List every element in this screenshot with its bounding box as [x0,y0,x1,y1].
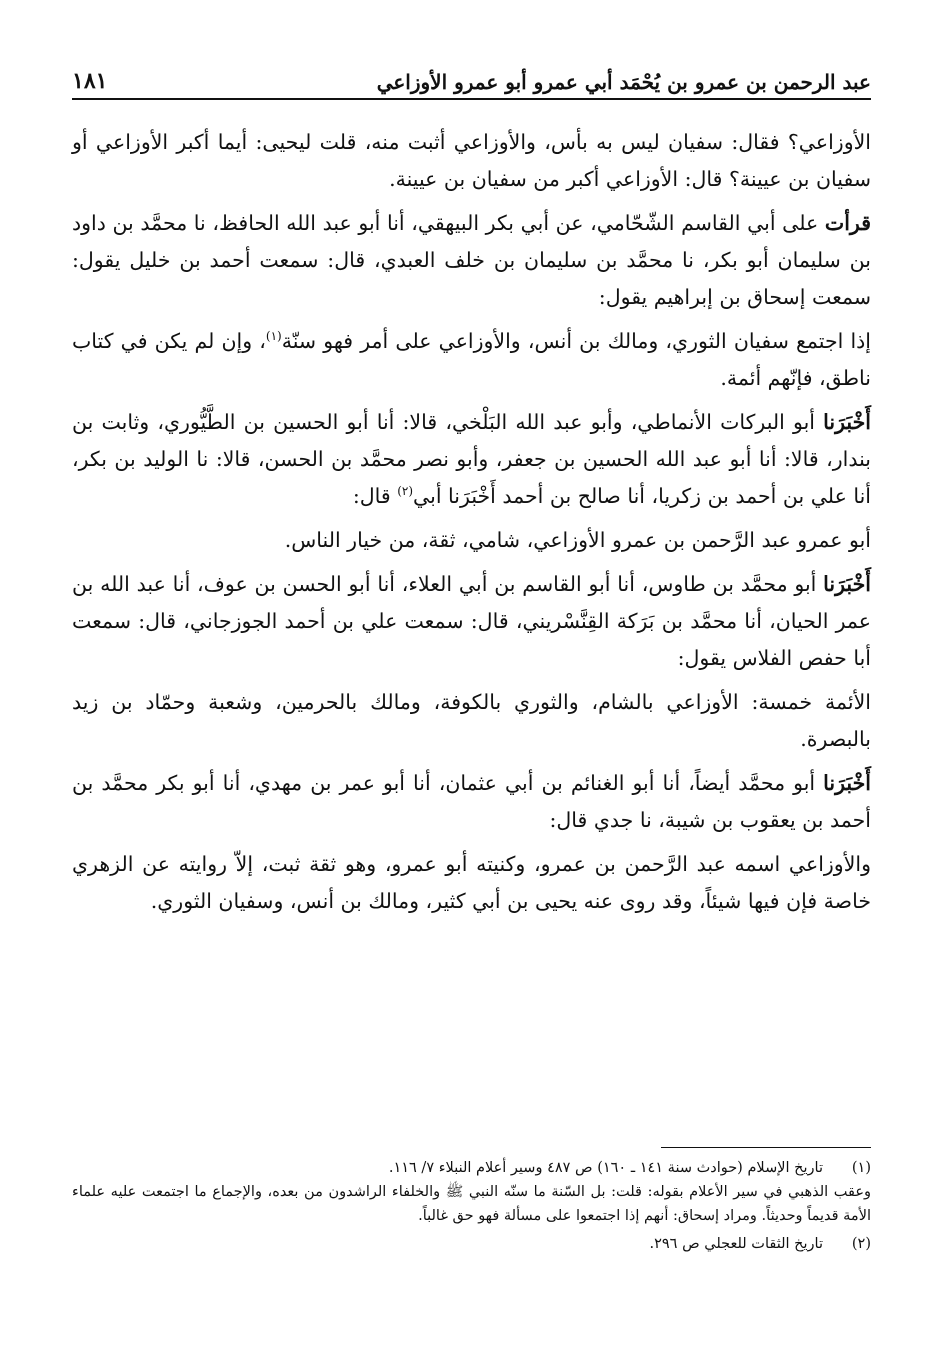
paragraph [72,522,871,559]
paragraph-text: الأئمة خمسة: الأوزاعي بالشام، والثوري بالكوفة، ومالك بالحرمين، وشعبة وحمّاد بن زيد بالبصرة. [72,690,871,751]
footnote-number: (١) [851,1160,871,1176]
page-header [72,60,871,100]
paragraph [72,404,871,515]
footnote-number: (٢) [851,1236,871,1252]
footnote-text: تاريخ الثقات للعجلي ص ٢٩٦. [649,1236,823,1252]
paragraph-text: أبو محمَّد بن طاوس، أنا أبو القاسم بن أبي العلاء، أنا أبو الحسن بن عوف، أنا عبد الله بن عمر الحيان، أنا محمَّد بن بَرَكة القِنَّسْريني، قال: سمعت علي بن أحمد الجوزجاني، قال: سمعت أبا حفص الفلاس يقول: [72,572,871,670]
running-title: عبد الرحمن بن عمرو بن يُحْمَد أبي عمرو أبو عمرو الأوزاعي [376,70,871,94]
paragraph [72,124,871,198]
footnote-text: تاريخ الإسلام (حوادث سنة ١٤١ ـ ١٦٠) ص ٤٨٧ وسير أعلام النبلاء ٧/ ١١٦. [388,1160,823,1176]
footnote-divider [661,1147,871,1148]
footnote-item [72,1156,871,1180]
paragraph-text: والأوزاعي اسمه عبد الرَّحمن بن عمرو، وكنيته أبو عمرو، وهو ثقة ثبت، إلاّ روايته عن الزهري خاصة فإن فيها شيئاً، وقد روى عنه يحيى بن أبي كثير، ومالك بن أنس، وسفيان الثوري. [72,852,871,913]
paragraph [72,566,871,677]
paragraph-text: ، وإن لم يكن في كتاب ناطق، فإنّهم أئمة. [72,329,871,390]
page-number: ١٨١ [72,68,108,94]
paragraph [72,684,871,758]
paragraph [72,846,871,920]
paragraph-lead: أَخْبَرَنا [823,771,871,795]
paragraph-text: على أبي القاسم الشّحّامي، عن أبي بكر البيهقي، أنا أبو عبد الله الحافظ، نا محمَّد بن داود بن سليمان أبو بكر، نا محمَّد بن سليمان بن خلف العبدي، قال: سمعت أحمد بن خليل يقول: سمعت إسحاق بن إبراهيم يقول: [72,211,871,309]
paragraph-lead: أَخْبَرَنا [823,410,871,434]
paragraph-text: قال: [352,484,398,508]
paragraph-lead: أَخْبَرَنا [823,572,871,596]
paragraph-text: أبو البركات الأنماطي، وأبو عبد الله البَلْخي، قالا: أنا أبو الحسين بن الطَّيُّوري، وثابت بن بندار، قالا: أنا أبو عبد الله الحسين بن جعفر، وأبو نصر محمَّد بن الحسن، قالا: نا الوليد بن بكر، أنا علي بن أحمد بن زكريا، أنا صالح بن أحمد أَخْبَرَنا أبي [72,410,871,508]
paragraph [72,205,871,316]
paragraph-lead: قرأت [824,211,871,235]
paragraph-text: الأوزاعي؟ فقال: سفيان ليس به بأس، والأوزاعي أثبت منه، قلت ليحيى: أيما أكبر الأوزاعي أو سفيان بن عيينة؟ قال: الأوزاعي أكبر من سفيان بن عيينة. [72,130,871,191]
footnote-ref[interactable]: (٢) [397,484,414,499]
main-text [72,124,871,927]
footnote-continuation: وعقب الذهبي في سير الأعلام بقوله: قلت: بل السّنة ما سنّه النبي ﷺ والخلفاء الراشدون من بعده، والإجماع ما اجتمعت عليه علماء الأمة قديماً وحديثاً. ومراد إسحاق: أنهم إذا اجتمعوا على مسألة فهو حق غالباً. [72,1184,871,1224]
paragraph-text: إذا اجتمع سفيان الثوري، ومالك بن أنس، والأوزاعي على أمر فهو سنّة [281,329,872,353]
footnote-item [72,1232,871,1256]
paragraph [72,765,871,839]
paragraph-text: أبو محمَّد أيضاً، أنا أبو الغنائم بن أبي عثمان، أنا أبو عمر بن مهدي، أنا أبو بكر محمَّد بن أحمد بن يعقوب بن شيبة، نا جدي قال: [72,771,871,832]
footnote-ref[interactable]: (١) [265,329,282,344]
footnotes [72,1156,871,1256]
paragraph-text: أبو عمرو عبد الرَّحمن بن عمرو الأوزاعي، شامي، ثقة، من خيار الناس. [284,528,871,552]
paragraph [72,323,871,397]
